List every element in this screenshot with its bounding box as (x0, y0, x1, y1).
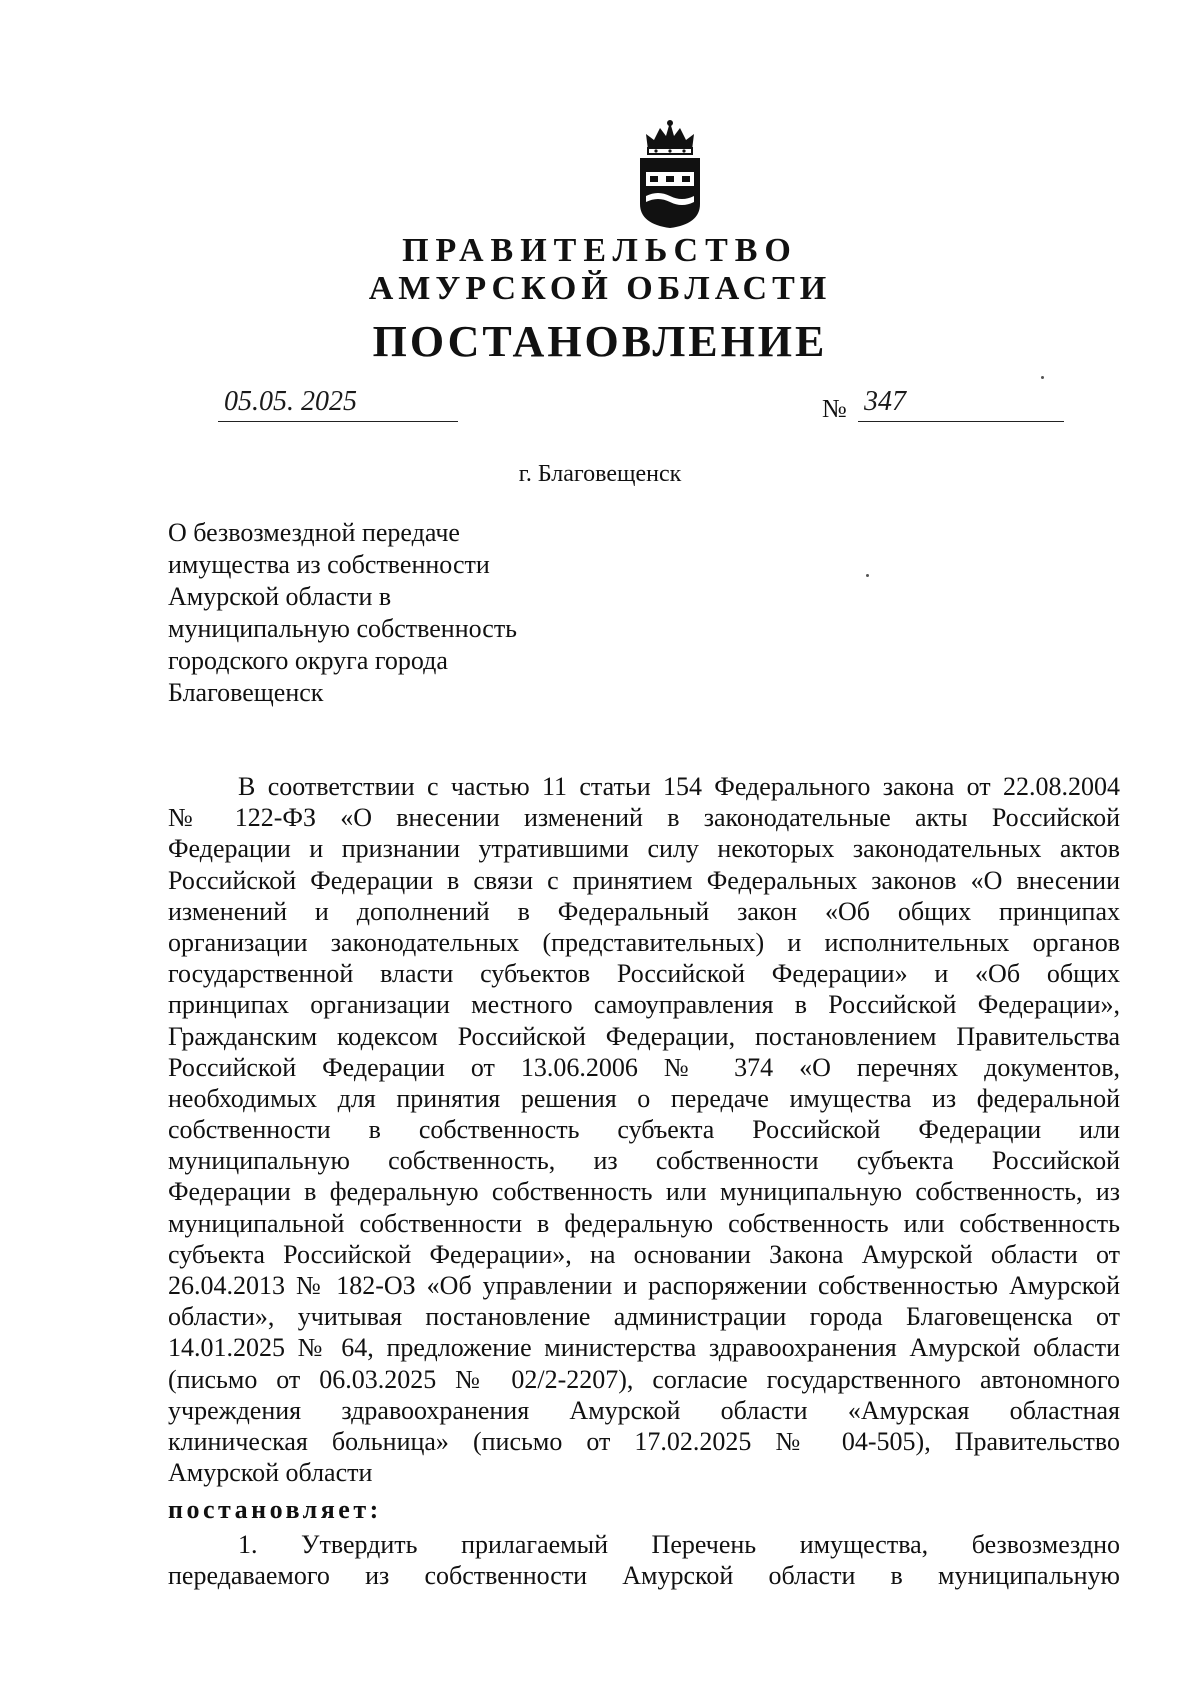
preamble-line: В соответствии с частью 11 статьи 154 Федерального закона от 22.08.2004 (238, 772, 1120, 801)
preamble-line: области», учитывая постановление администрации города Благовещенска от (168, 1302, 1120, 1332)
scan-speck (1041, 376, 1044, 379)
preamble-line: Федерации и признании утратившими силу некоторых законодательных актов (168, 834, 1120, 864)
preamble-line: принципах организации местного самоуправления в Российской Федерации», (168, 990, 1120, 1020)
preamble-line: организации законодательных (представительных) и исполнительных органов (168, 927, 1120, 957)
resolution-item-1 (168, 1529, 1120, 1591)
number-sign: № (822, 394, 847, 423)
subject-line: городского округа города (168, 646, 448, 675)
preamble-line: Амурской области (168, 1458, 373, 1488)
preamble-line: муниципальную собственность, из собственности субъекта Российской (168, 1146, 1120, 1176)
preamble-line: 26.04.2013 № 182-ОЗ «Об управлении и распоряжении собственностью Амурской (168, 1271, 1120, 1300)
preamble-line: Гражданским кодексом Российской Федерации, постановлением Правительства (168, 1021, 1120, 1051)
subject-line: О безвозмездной передаче (168, 518, 460, 547)
government-name-line2: АМУРСКОЙ ОБЛАСТИ (368, 270, 832, 307)
scan-speck (866, 574, 869, 577)
preamble-paragraph (168, 771, 1120, 1488)
preamble-line: 14.01.2025 № 64, предложение министерства здравоохранения Амурской области (168, 1333, 1120, 1363)
document-type-title: ПОСТАНОВЛЕНИЕ (372, 317, 828, 366)
government-name-line1: ПРАВИТЕЛЬСТВО (402, 232, 798, 269)
subject-line: имущества из собственности (168, 550, 490, 579)
preamble-line: клиническая больница» (письмо от 17.02.2025 № 04-505), Правительство (168, 1426, 1120, 1456)
document-number: 347 (858, 386, 1064, 422)
preamble-line: субъекта Российской Федерации», на основании Закона Амурской области от (168, 1239, 1120, 1269)
preamble-line: № 122-ФЗ «О внесении изменений в законодательные акты Российской (168, 803, 1120, 833)
subject-line: Благовещенск (168, 678, 324, 707)
coat-of-arms-icon (634, 120, 706, 230)
preamble-line: Российской Федерации от 13.06.2006 № 374 «О перечнях документов, (168, 1052, 1120, 1082)
preamble-line: учреждения здравоохранения Амурской области «Амурская областная (168, 1395, 1120, 1425)
subject-line: муниципальную собственность (168, 614, 518, 643)
document-date: 05.05. 2025 (218, 386, 458, 422)
item-line: передаваемого из собственности Амурской области в муниципальную (168, 1561, 1120, 1591)
subject-line: Амурской области в (168, 582, 392, 611)
preamble-line: Российской Федерации в связи с принятием Федеральных законов «О внесении (168, 865, 1120, 895)
document-subject (168, 517, 517, 709)
item-line: 1. Утвердить прилагаемый Перечень имущества, безвозмездно (238, 1530, 1120, 1559)
preamble-line: (письмо от 06.03.2025 № 02/2-2207), согласие государственного автономного (168, 1364, 1120, 1394)
city-name: г. Благовещенск (518, 461, 682, 487)
preamble-line: изменений и дополнений в Федеральный закон «Об общих принципах (168, 896, 1120, 926)
preamble-line: муниципальной собственности в федеральную собственность или собственность (168, 1208, 1120, 1238)
preamble-line: собственности в собственность субъекта Российской Федерации или (168, 1115, 1120, 1145)
preamble-line: государственной власти субъектов Российской Федерации» и «Об общих (168, 959, 1120, 989)
resolves-label: постановляет: (168, 1495, 382, 1524)
preamble-line: необходимых для принятия решения о передаче имущества из федеральной (168, 1083, 1120, 1113)
preamble-line: Федерации в федеральную собственность или муниципальную собственность, из (168, 1177, 1120, 1207)
